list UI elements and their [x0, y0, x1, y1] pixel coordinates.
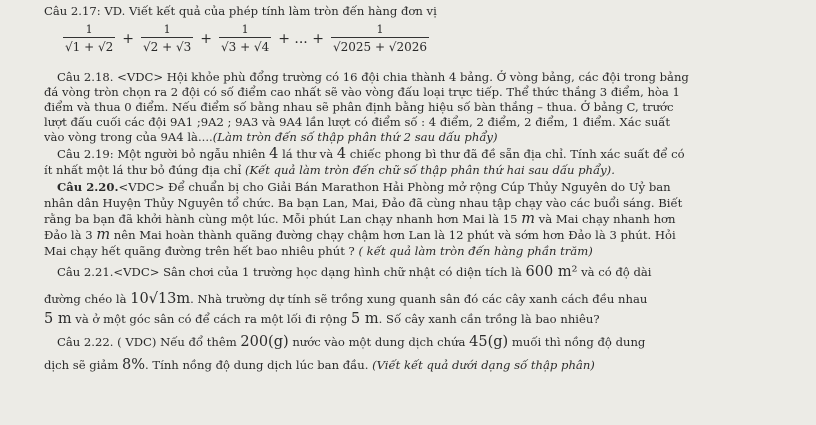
fraction-3: $\frac{1}{√3 + √4}$: [220, 22, 270, 54]
q20-line-4: Đảo là 3 m nên Mai hoàn thành quãng đường chạy chậm hơn Lan là 12 phút và sớm hơn Đảo là 3 phút. Hỏi: [44, 228, 676, 242]
q21-line-3: 5 m và ở một góc sân có để cách ra một lối đi rộng 5 m. Số cây xanh cần trồng là bao nhiêu?: [44, 311, 600, 327]
q18-line-4: lượt đấu cuối các đội 9A1 ;9A2 ; 9A3 và 9A4 lần lượt có điểm số : 4 điểm, 2 điểm, 2 điểm, 1 điểm. Xác suất: [44, 115, 671, 129]
q18-line-2: đá vòng tròn chọn ra 2 đội có số điểm cao nhất sẽ vào vòng đấu loại trực tiếp. Thể thức thắng 3 điểm, hòa 1: [44, 85, 680, 99]
q19-line-2: ít nhất một lá thư bỏ đúng địa chỉ (Kết quả làm tròn đến chữ số thập phân thứ hai sau dấu phẩy).: [44, 163, 615, 177]
q20-line-1: Câu 2.20.<VDC> Để chuẩn bị cho Giải Bán Marathon Hải Phòng mở rộng Cúp Thủy Nguyên do Uỷ ban: [57, 180, 671, 194]
q18-line-3: điểm và thua 0 điểm. Nếu điểm số bằng nhau sẽ phân định bằng hiệu số bàn thắng – thua. Ở bảng C, trước: [44, 100, 674, 114]
q21-line-1: Câu 2.21.<VDC> Sân chơi của 1 trường học dạng hình chữ nhật có diện tích là 600 m² và có độ dài: [57, 264, 652, 280]
q17-text: Câu 2.17: VD. Viết kết quả của phép tính làm tròn đến hàng đơn vị: [44, 4, 437, 18]
q20-line-3: rằng ba bạn đã khởi hành cùng một lúc. Mỗi phút Lan chạy nhanh hơn Mai là 15 m và Mai chạy nhanh hơn: [44, 212, 676, 226]
q22-line-1: Câu 2.22. ( VDC) Nếu đổ thêm 200(g) nước vào một dung dịch chứa 45(g) muối thì nồng độ dung: [57, 334, 646, 350]
q18-line-5: vào vòng trong của 9A4 là....(Làm tròn đến số thập phân thứ 2 sau dấu phẩy): [44, 130, 498, 144]
fraction-2: $\frac{1}{√2 + √3}$: [142, 22, 192, 54]
fraction-1: $\frac{1}{√1 + √2}$: [65, 22, 114, 54]
q19-line-1: Câu 2.19: Một người bỏ ngẫu nhiên 4 lá thư và 4 chiếc phong bì thư đã đề sẵn địa chỉ. Tính xác suất để có: [57, 147, 685, 161]
q20-line-2: nhân dân Huyện Thủy Nguyên tổ chức. Ba bạn Lan, Mai, Đảo đã cùng nhau tập chạy vào các buổi sáng. Biết: [44, 196, 683, 210]
q20-label: Câu 2.20.: [57, 180, 119, 194]
q17-formula: $\frac{1}{√1 + √2}$ + $\frac{1}{√2 + √3}$ + $\frac{1}{√3 + √4}$ + ... + $\frac{1}{√2025 + √2026}$: [65, 22, 427, 54]
q20-line-5: Mai chạy hết quãng đường trên hết bao nhiêu phút ? ( kết quả làm tròn đến hàng phần trăm): [44, 244, 593, 258]
q22-line-2: dịch sẽ giảm 8%. Tính nồng độ dung dịch lúc ban đầu. (Viết kết quả dưới dạng số thập phân): [44, 357, 595, 373]
fraction-4: $\frac{1}{√2025 + √2026}$: [332, 22, 427, 54]
q21-line-2: đường chéo là 10√13m. Nhà trường dự tính sẽ trồng xung quanh sân đó các cây xanh cách đều nhau: [44, 291, 648, 307]
q18-line-1: Câu 2.18. <VDC> Hội khỏe phù đổng trường có 16 đội chia thành 4 bảng. Ở vòng bảng, các đội trong bảng: [57, 70, 689, 84]
